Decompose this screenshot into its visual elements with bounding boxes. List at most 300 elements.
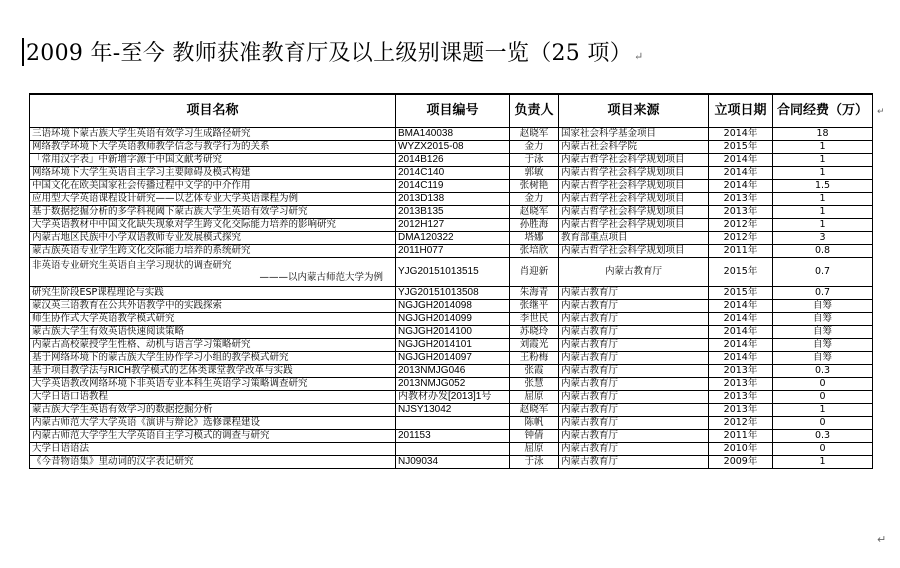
- cell-date[interactable]: [709, 154, 773, 167]
- cell-project-name[interactable]: [30, 365, 396, 378]
- cell-lead[interactable]: [510, 180, 559, 193]
- cell-source-text: 内蒙古哲学社会科学规划项目: [561, 206, 685, 217]
- cell-funding-text: 0.8: [814, 245, 831, 256]
- cell-lead[interactable]: [510, 443, 559, 456]
- cell-project-code[interactable]: [396, 404, 510, 417]
- cell-source[interactable]: [559, 167, 709, 180]
- table-row: [30, 300, 873, 313]
- table-row: [30, 417, 873, 430]
- cell-lead-text: 张树艳: [519, 180, 549, 191]
- cell-source-text: 内蒙古教育厅: [561, 404, 619, 415]
- cell-project-name[interactable]: [30, 232, 396, 245]
- cell-funding[interactable]: [773, 141, 873, 154]
- table-row: [30, 287, 873, 300]
- cell-date-text: 2015年: [723, 287, 758, 298]
- cell-funding-text: 自筹: [812, 326, 832, 337]
- cell-date[interactable]: [709, 232, 773, 245]
- cell-project-code-text: BMA140038: [398, 128, 454, 139]
- cell-project-name[interactable]: [30, 391, 396, 404]
- cell-source-text: 内蒙古教育厅: [561, 365, 619, 376]
- cell-date[interactable]: [709, 313, 773, 326]
- cell-project-name[interactable]: [30, 258, 396, 287]
- cell-lead-text: 张继平: [519, 300, 549, 311]
- cell-funding-text: 1: [819, 167, 826, 178]
- cell-project-name[interactable]: [30, 180, 396, 193]
- cell-lead-text: 王粉梅: [519, 352, 549, 363]
- cell-project-code[interactable]: [396, 287, 510, 300]
- cell-lead-text: 金力: [524, 193, 544, 204]
- cell-project-code[interactable]: [396, 180, 510, 193]
- cell-project-name-text: 内蒙古地区民族中小学双语教师专业发展模式探究: [32, 232, 242, 243]
- cell-lead-text: 赵晓军: [519, 128, 549, 139]
- table-row: [30, 443, 873, 456]
- cell-funding[interactable]: [773, 154, 873, 167]
- cell-funding[interactable]: [773, 206, 873, 219]
- cell-lead[interactable]: [510, 339, 559, 352]
- cell-project-code-text: 2013NMJG046: [398, 365, 466, 376]
- cell-project-name[interactable]: [30, 300, 396, 313]
- paragraph-mark-icon: ↵: [877, 107, 885, 117]
- table-body: [30, 128, 873, 469]
- cell-project-code[interactable]: [396, 258, 510, 287]
- cell-funding-text: 1: [819, 141, 826, 152]
- cell-lead[interactable]: [510, 300, 559, 313]
- table-row: [30, 430, 873, 443]
- cell-source[interactable]: [559, 287, 709, 300]
- cell-funding-text: 1: [819, 456, 826, 467]
- cell-funding[interactable]: [773, 245, 873, 258]
- cell-lead[interactable]: [510, 313, 559, 326]
- cell-project-name-text: 基于网络环境下的蒙古族大学生协作学习小组的教学模式研究: [32, 352, 289, 363]
- cell-date-text: 2013年: [723, 391, 758, 402]
- cell-project-name-text: 蒙古族大学生有效英语快速阅读策略: [32, 326, 185, 337]
- cell-lead-text: 张霞: [524, 365, 544, 376]
- cell-date[interactable]: [709, 456, 773, 469]
- cell-funding-text: 0: [819, 391, 826, 402]
- cell-source-text: 内蒙古教育厅: [561, 300, 619, 311]
- cell-lead-text: 张培欣: [519, 245, 549, 256]
- cell-project-name-text: 蒙古族大学生英语有效学习的数据挖掘分析: [32, 404, 213, 415]
- header-project-name: 项目名称: [30, 94, 396, 128]
- text-cursor: [22, 38, 24, 66]
- cell-project-code-text: 内教材办发[2013]1号: [398, 391, 492, 402]
- cell-project-code-text: NJ09034: [398, 456, 439, 467]
- cell-lead-text: 刘霞光: [519, 339, 549, 350]
- cell-project-code[interactable]: [396, 391, 510, 404]
- cell-date-text: 2013年: [723, 206, 758, 217]
- cell-source[interactable]: [559, 339, 709, 352]
- cell-project-name[interactable]: [30, 378, 396, 391]
- cell-project-name-text: 大学英语教材中中国文化缺失现象对学生跨文化交际能力培养的影响研究: [32, 219, 337, 230]
- cell-project-name[interactable]: [30, 456, 396, 469]
- cell-funding-text: 0.3: [814, 365, 831, 376]
- cell-date[interactable]: [709, 287, 773, 300]
- cell-lead[interactable]: [510, 245, 559, 258]
- cell-project-code[interactable]: [396, 456, 510, 469]
- cell-project-code-text: NGJGH2014101: [398, 339, 472, 350]
- cell-date[interactable]: [709, 180, 773, 193]
- cell-project-name[interactable]: [30, 206, 396, 219]
- cell-project-name[interactable]: [30, 245, 396, 258]
- cell-funding[interactable]: [773, 430, 873, 443]
- cell-funding-text: 1: [819, 206, 826, 217]
- cell-source[interactable]: [559, 378, 709, 391]
- table-row: [30, 365, 873, 378]
- cell-funding[interactable]: [773, 417, 873, 430]
- cell-date-text: 2014年: [723, 352, 758, 363]
- cell-lead[interactable]: [510, 326, 559, 339]
- header-funding: 合同经费（万）: [773, 94, 873, 128]
- cell-project-code-text: DMA120322: [398, 232, 454, 243]
- cell-project-code[interactable]: [396, 339, 510, 352]
- cell-date-text: 2014年: [723, 339, 758, 350]
- cell-date-text: 2015年: [723, 266, 758, 277]
- cell-project-name-text: 基于数据挖掘分析的多学科视阈下蒙古族大学生英语有效学习研究: [32, 206, 308, 217]
- cell-date-text: 2013年: [723, 193, 758, 204]
- cell-funding[interactable]: [773, 300, 873, 313]
- cell-lead-text: 屈原: [524, 443, 544, 454]
- cell-source[interactable]: [559, 391, 709, 404]
- table-row: [30, 206, 873, 219]
- cell-source-text: 内蒙古哲学社会科学规划项目: [561, 154, 685, 165]
- cell-project-code[interactable]: [396, 417, 510, 430]
- cell-funding[interactable]: [773, 180, 873, 193]
- cell-date[interactable]: [709, 300, 773, 313]
- cell-funding[interactable]: [773, 167, 873, 180]
- table-row: [30, 326, 873, 339]
- cell-source[interactable]: [559, 232, 709, 245]
- cell-lead[interactable]: [510, 141, 559, 154]
- cell-project-code-text: YJG20151013508: [398, 287, 479, 298]
- cell-funding[interactable]: [773, 352, 873, 365]
- cell-project-name-subtitle: ———以内蒙古师范大学为例: [259, 272, 383, 283]
- cell-source[interactable]: [559, 404, 709, 417]
- cell-project-name[interactable]: [30, 167, 396, 180]
- cell-project-code-text: NGJGH2014098: [398, 300, 472, 311]
- cell-project-code[interactable]: [396, 245, 510, 258]
- cell-source[interactable]: [559, 443, 709, 456]
- cell-funding[interactable]: [773, 258, 873, 287]
- cell-project-name-text: 蒙古族英语专业学生跨文化交际能力培养的系统研究: [32, 245, 251, 256]
- cell-funding[interactable]: [773, 378, 873, 391]
- cell-source[interactable]: [559, 206, 709, 219]
- paragraph-mark-icon: ↵: [877, 533, 887, 546]
- header-project-code: 项目编号: [396, 94, 510, 128]
- cell-lead[interactable]: [510, 352, 559, 365]
- cell-funding-text: 1: [819, 219, 826, 230]
- cell-lead[interactable]: [510, 456, 559, 469]
- cell-lead[interactable]: [510, 219, 559, 232]
- table-row: [30, 245, 873, 258]
- cell-funding[interactable]: [773, 313, 873, 326]
- cell-project-name-text: 「常用汉字表」中新增字源于中国文献考研究: [32, 154, 223, 165]
- table-row: [30, 141, 873, 154]
- document-title[interactable]: [26, 36, 644, 67]
- cell-project-name[interactable]: [30, 326, 396, 339]
- cell-funding-text: 自筹: [812, 313, 832, 324]
- header-source: 项目来源: [559, 94, 709, 128]
- cell-project-code-text: 2012H127: [398, 219, 445, 230]
- cell-project-code-text: 2014C119: [398, 180, 444, 191]
- cell-funding-text: 0: [819, 443, 826, 454]
- cell-project-code-text: 2014B126: [398, 154, 444, 165]
- cell-date[interactable]: [709, 339, 773, 352]
- cell-source-text: 内蒙古教育厅: [561, 456, 619, 467]
- cell-project-name[interactable]: [30, 404, 396, 417]
- table-row: [30, 167, 873, 180]
- cell-lead[interactable]: [510, 232, 559, 245]
- cell-date[interactable]: [709, 167, 773, 180]
- cell-date[interactable]: [709, 391, 773, 404]
- cell-project-code[interactable]: [396, 443, 510, 456]
- cell-project-code[interactable]: [396, 326, 510, 339]
- cell-funding[interactable]: [773, 219, 873, 232]
- cell-project-code-text: NJSY13042: [398, 404, 452, 415]
- cell-funding[interactable]: [773, 326, 873, 339]
- header-date: 立项日期: [709, 94, 773, 128]
- cell-funding[interactable]: [773, 232, 873, 245]
- cell-project-name[interactable]: [30, 443, 396, 456]
- cell-date-text: 2010年: [723, 443, 758, 454]
- cell-lead-text: 苏晓玲: [519, 326, 549, 337]
- cell-project-code[interactable]: [396, 313, 510, 326]
- cell-project-code[interactable]: [396, 378, 510, 391]
- cell-source[interactable]: [559, 300, 709, 313]
- cell-date-text: 2013年: [723, 365, 758, 376]
- cell-lead[interactable]: [510, 430, 559, 443]
- cell-lead[interactable]: [510, 365, 559, 378]
- cell-project-name[interactable]: [30, 313, 396, 326]
- cell-project-name[interactable]: [30, 128, 396, 141]
- cell-project-name-text: 网络环境下大学生英语自主学习主要障碍及模式构建: [32, 167, 251, 178]
- cell-project-code-text: NGJGH2014099: [398, 313, 472, 324]
- cell-project-code[interactable]: [396, 141, 510, 154]
- cell-funding[interactable]: [773, 391, 873, 404]
- table-row: [30, 378, 873, 391]
- cell-date[interactable]: [709, 245, 773, 258]
- cell-date-text: 2014年: [723, 180, 758, 191]
- cell-project-code[interactable]: [396, 193, 510, 206]
- cell-lead[interactable]: [510, 193, 559, 206]
- cell-funding-text: 自筹: [812, 339, 832, 350]
- cell-date[interactable]: [709, 258, 773, 287]
- cell-lead-text: 李世民: [519, 313, 549, 324]
- cell-date[interactable]: [709, 206, 773, 219]
- cell-project-name[interactable]: [30, 352, 396, 365]
- cell-project-name[interactable]: [30, 141, 396, 154]
- cell-date-text: 2014年: [723, 154, 758, 165]
- cell-funding[interactable]: [773, 339, 873, 352]
- cell-date-text: 2014年: [723, 313, 758, 324]
- cell-source-text: 内蒙古哲学社会科学规划项目: [561, 180, 685, 191]
- cell-project-name-text: 《今昔物语集》里动词的汉字表记研究: [32, 456, 194, 467]
- cell-date[interactable]: [709, 404, 773, 417]
- cell-funding-text: 自筹: [812, 352, 832, 363]
- cell-project-name-text: 内蒙古高校蒙授学生性格、动机与语言学习策略研究: [32, 339, 251, 350]
- cell-project-name[interactable]: [30, 430, 396, 443]
- cell-source[interactable]: [559, 180, 709, 193]
- cell-date[interactable]: [709, 141, 773, 154]
- cell-date[interactable]: [709, 443, 773, 456]
- table-row: [30, 232, 873, 245]
- cell-funding-text: 0.3: [814, 430, 831, 441]
- cell-lead[interactable]: [510, 167, 559, 180]
- cell-source[interactable]: [559, 154, 709, 167]
- cell-lead[interactable]: [510, 378, 559, 391]
- cell-date-text: 2013年: [723, 404, 758, 415]
- cell-source[interactable]: [559, 193, 709, 206]
- cell-date[interactable]: [709, 219, 773, 232]
- cell-project-name[interactable]: [30, 219, 396, 232]
- cell-source-text: 内蒙古教育厅: [604, 266, 662, 277]
- cell-source-text: 内蒙古教育厅: [561, 430, 619, 441]
- cell-project-name-text: 中国文化在欧美国家社会传播过程中文学的中介作用: [32, 180, 251, 191]
- cell-funding-text: 0.7: [814, 287, 831, 298]
- cell-lead-text: 屈原: [524, 391, 544, 402]
- cell-lead[interactable]: [510, 404, 559, 417]
- cell-date[interactable]: [709, 417, 773, 430]
- cell-date[interactable]: [709, 365, 773, 378]
- cell-funding-text: 1.5: [814, 180, 831, 191]
- cell-date-text: 2011年: [723, 430, 758, 441]
- cell-project-name-text: 内蒙古师范大学大学英语《演讲与辩论》选修课程建设: [32, 417, 261, 428]
- cell-lead-text: 朱海青: [519, 287, 549, 298]
- cell-date[interactable]: [709, 430, 773, 443]
- cell-project-code-text: 2013D138: [398, 193, 445, 204]
- cell-project-code[interactable]: [396, 154, 510, 167]
- cell-project-code[interactable]: [396, 300, 510, 313]
- cell-source-text: 内蒙古教育厅: [561, 391, 619, 402]
- cell-project-name-text: 应用型大学英语课程设计研究——以艺体专业大学英语课程为例: [32, 193, 299, 204]
- cell-lead[interactable]: [510, 128, 559, 141]
- cell-project-name-text: 大学日语口语教程: [32, 391, 109, 402]
- cell-funding-text: 自筹: [812, 300, 832, 311]
- cell-project-code-text: WYZX2015-08: [398, 141, 464, 152]
- cell-project-code[interactable]: [396, 232, 510, 245]
- cell-source[interactable]: [559, 128, 709, 141]
- cell-project-code[interactable]: [396, 128, 510, 141]
- cell-funding[interactable]: [773, 287, 873, 300]
- cell-source-text: 内蒙古教育厅: [561, 443, 619, 454]
- cell-source[interactable]: [559, 430, 709, 443]
- cell-source[interactable]: [559, 313, 709, 326]
- cell-source[interactable]: [559, 258, 709, 287]
- project-table: [29, 93, 873, 469]
- cell-date-text: 2012年: [723, 232, 758, 243]
- cell-lead-text: 赵晓军: [519, 404, 549, 415]
- cell-funding-text: 3: [819, 232, 826, 243]
- cell-project-code-text: 2013NMJG052: [398, 378, 466, 389]
- header-lead: 负责人: [510, 94, 559, 128]
- cell-lead-text: 肖迎新: [519, 266, 549, 277]
- cell-lead[interactable]: [510, 391, 559, 404]
- cell-date-text: 2014年: [723, 300, 758, 311]
- cell-source-text: 内蒙古社会科学院: [561, 141, 638, 152]
- cell-lead-text: 塔娜: [524, 232, 544, 243]
- cell-project-code[interactable]: [396, 365, 510, 378]
- cell-project-name[interactable]: [30, 287, 396, 300]
- cell-source[interactable]: [559, 141, 709, 154]
- cell-project-code-text: NGJGH2014100: [398, 326, 472, 337]
- cell-project-name-text: 大学日语语法: [32, 443, 90, 454]
- cell-funding[interactable]: [773, 456, 873, 469]
- cell-lead[interactable]: [510, 287, 559, 300]
- cell-source[interactable]: [559, 417, 709, 430]
- table-row: [30, 456, 873, 469]
- cell-project-name[interactable]: [30, 193, 396, 206]
- cell-source[interactable]: [559, 365, 709, 378]
- cell-lead-text: 于泳: [524, 456, 544, 467]
- cell-project-code-text: 2011H077: [398, 245, 444, 256]
- cell-date-text: 2012年: [723, 417, 758, 428]
- cell-funding[interactable]: [773, 193, 873, 206]
- cell-project-code[interactable]: [396, 352, 510, 365]
- cell-date[interactable]: [709, 352, 773, 365]
- cell-source-text: 国家社会科学基金项目: [561, 128, 657, 139]
- cell-source[interactable]: [559, 456, 709, 469]
- table-row: [30, 352, 873, 365]
- cell-lead-text: 孙胜海: [519, 219, 549, 230]
- table-row: [30, 128, 873, 141]
- cell-date[interactable]: [709, 326, 773, 339]
- cell-date-text: 2009年: [723, 456, 758, 467]
- table-row: [30, 219, 873, 232]
- cell-lead[interactable]: [510, 258, 559, 287]
- cell-source-text: 内蒙古教育厅: [561, 352, 619, 363]
- cell-funding-text: 0: [819, 417, 826, 428]
- cell-lead[interactable]: [510, 206, 559, 219]
- table-row: [30, 313, 873, 326]
- cell-source-text: 内蒙古教育厅: [561, 326, 619, 337]
- cell-source-text: 内蒙古教育厅: [561, 378, 619, 389]
- cell-project-name-text: 大学英语教改网络环境下非英语专业本科生英语学习策略调查研究: [32, 378, 308, 389]
- cell-funding[interactable]: [773, 365, 873, 378]
- cell-funding[interactable]: [773, 443, 873, 456]
- cell-project-code-text: YJG20151013515: [398, 266, 479, 277]
- cell-project-name[interactable]: [30, 339, 396, 352]
- cell-project-name[interactable]: [30, 154, 396, 167]
- cell-lead-text: 钟倩: [524, 430, 544, 441]
- cell-lead[interactable]: [510, 154, 559, 167]
- cell-lead[interactable]: [510, 417, 559, 430]
- cell-lead-text: 郭敏: [524, 167, 544, 178]
- cell-project-name-text: 师生协作式大学英语教学模式研究: [32, 313, 175, 324]
- cell-project-code[interactable]: [396, 206, 510, 219]
- cell-project-code-text: 2014C140: [398, 167, 445, 178]
- document-title-text: 2009 年-至今 教师获准教育厅及以上级别课题一览（25 项）: [26, 41, 632, 66]
- cell-source[interactable]: [559, 326, 709, 339]
- cell-funding[interactable]: [773, 404, 873, 417]
- cell-date[interactable]: [709, 193, 773, 206]
- cell-lead-text: 赵晓军: [519, 206, 549, 217]
- cell-project-code[interactable]: [396, 219, 510, 232]
- cell-source[interactable]: [559, 352, 709, 365]
- cell-source[interactable]: [559, 219, 709, 232]
- cell-date-text: 2014年: [723, 326, 758, 337]
- cell-date[interactable]: [709, 378, 773, 391]
- cell-lead-text: 陈帆: [524, 417, 544, 428]
- cell-date[interactable]: [709, 128, 773, 141]
- cell-source[interactable]: [559, 245, 709, 258]
- table-row: [30, 258, 873, 287]
- cell-funding[interactable]: [773, 128, 873, 141]
- cell-project-code[interactable]: [396, 167, 510, 180]
- cell-project-name[interactable]: [30, 417, 396, 430]
- table-row: [30, 339, 873, 352]
- table-row: [30, 391, 873, 404]
- cell-project-code-text: NGJGH2014097: [398, 352, 472, 363]
- cell-project-code[interactable]: [396, 430, 510, 443]
